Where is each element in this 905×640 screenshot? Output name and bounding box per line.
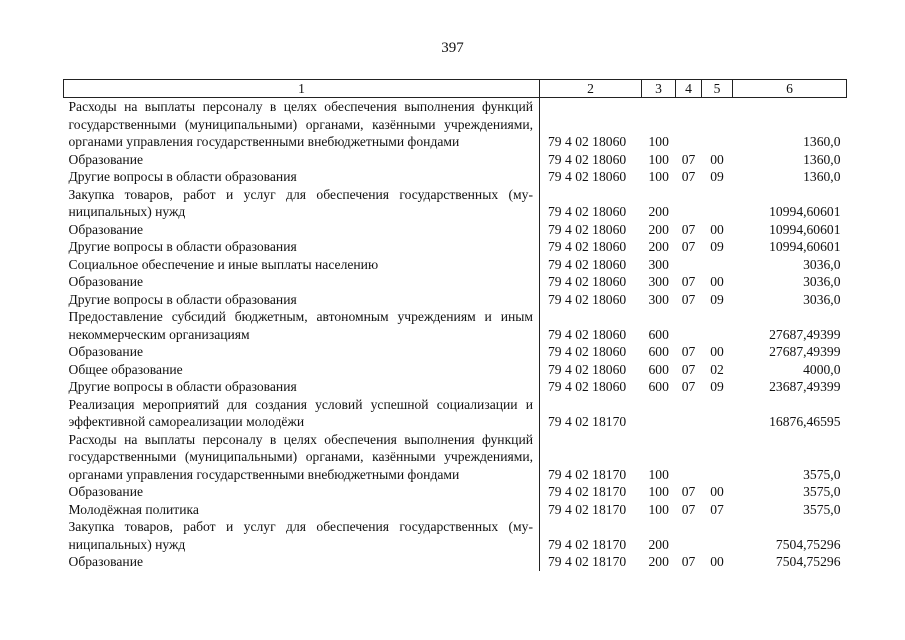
row-code: 79 4 02 18170 bbox=[548, 484, 627, 499]
row-rz bbox=[676, 431, 702, 484]
row-vr bbox=[642, 396, 676, 431]
row-pr bbox=[702, 308, 733, 343]
table-row bbox=[64, 238, 847, 256]
row-pr bbox=[702, 186, 733, 221]
row-pr: 09 bbox=[710, 291, 724, 307]
row-sum: 1360,0 bbox=[803, 134, 841, 149]
row-rz: 07 bbox=[681, 361, 696, 377]
table-row bbox=[64, 553, 847, 571]
row-vr: 200 bbox=[648, 239, 669, 254]
table-row bbox=[64, 483, 847, 501]
row-pr: 09 bbox=[710, 379, 724, 394]
header-cell: 1 bbox=[64, 80, 540, 98]
row-pr: 00 bbox=[710, 344, 724, 359]
row-name: Другие вопросы в области образования bbox=[64, 378, 540, 396]
row-sum: 7504,75296 bbox=[775, 554, 841, 569]
header-cell: 5 bbox=[702, 80, 733, 98]
row-pr: 02 bbox=[710, 361, 724, 377]
row-pr: 07 bbox=[710, 501, 724, 517]
row-code: 79 4 02 18060 bbox=[548, 379, 627, 394]
row-name: Образование bbox=[64, 483, 540, 501]
row-vr: 300 bbox=[648, 274, 669, 289]
row-sum: 1360,0 bbox=[803, 151, 841, 167]
table-row bbox=[64, 431, 847, 484]
table-row bbox=[64, 273, 847, 291]
table-row bbox=[64, 501, 847, 519]
row-code: 79 4 02 18060 bbox=[548, 326, 627, 342]
row-code: 79 4 02 18170 bbox=[548, 554, 627, 569]
row-pr bbox=[702, 256, 733, 274]
row-rz bbox=[676, 518, 702, 553]
row-vr: 300 bbox=[648, 256, 669, 272]
row-code: 79 4 02 18060 bbox=[548, 134, 627, 149]
row-vr: 100 bbox=[648, 151, 669, 167]
row-code: 79 4 02 18060 bbox=[548, 291, 627, 307]
row-code: 79 4 02 18060 bbox=[548, 274, 627, 289]
row-name: Другие вопросы в области образования bbox=[64, 238, 540, 256]
row-rz bbox=[676, 98, 702, 151]
row-code: 79 4 02 18060 bbox=[548, 344, 627, 359]
row-sum: 3575,0 bbox=[803, 466, 841, 482]
table-row bbox=[64, 518, 847, 553]
row-code: 79 4 02 18060 bbox=[548, 151, 627, 167]
row-sum: 1360,0 bbox=[803, 169, 841, 184]
row-rz: 07 bbox=[681, 221, 696, 237]
row-name: Образование bbox=[64, 273, 540, 291]
budget-table bbox=[63, 79, 847, 571]
row-name: Молодёжная политика bbox=[64, 501, 540, 519]
header-row bbox=[64, 80, 847, 98]
row-pr: 09 bbox=[710, 169, 724, 184]
row-sum: 3036,0 bbox=[803, 274, 841, 289]
row-name: Реализация мероприятий для создания условий успешной социализации и эффективной самореализации молодёжи bbox=[64, 396, 540, 431]
row-name: Социальное обеспечение и иные выплаты населению bbox=[64, 256, 540, 274]
table-row bbox=[64, 343, 847, 361]
row-vr: 200 bbox=[648, 221, 669, 237]
row-pr bbox=[702, 431, 733, 484]
row-sum: 27687,49399 bbox=[769, 344, 841, 359]
header-cell: 4 bbox=[676, 80, 702, 98]
table-row bbox=[64, 221, 847, 239]
row-name: Другие вопросы в области образования bbox=[64, 168, 540, 186]
row-sum: 7504,75296 bbox=[775, 536, 841, 552]
row-code: 79 4 02 18170 bbox=[548, 536, 627, 552]
row-sum: 3036,0 bbox=[803, 256, 841, 272]
row-pr bbox=[702, 396, 733, 431]
row-rz: 07 bbox=[681, 484, 696, 499]
row-pr: 09 bbox=[710, 239, 724, 254]
row-vr: 100 bbox=[648, 169, 669, 184]
row-name: Образование bbox=[64, 343, 540, 361]
row-name: Расходы на выплаты персоналу в целях обеспечения выполнения функций государственными (муниципальными) органами, казёнными учреждениями, органами управления государственными внебюджетными фондами bbox=[64, 431, 540, 484]
row-code: 79 4 02 18060 bbox=[548, 361, 627, 377]
row-code: 79 4 02 18170 bbox=[548, 466, 627, 482]
row-pr bbox=[702, 518, 733, 553]
header-cell: 3 bbox=[642, 80, 676, 98]
row-rz: 07 bbox=[681, 274, 696, 289]
row-name: Предоставление субсидий бюджетным, автономным учреждениям и иным некоммерческим организациям bbox=[64, 308, 540, 343]
row-rz: 07 bbox=[681, 151, 696, 167]
row-sum: 10994,60601 bbox=[769, 221, 841, 237]
row-rz bbox=[676, 186, 702, 221]
row-pr bbox=[702, 98, 733, 151]
row-name: Образование bbox=[64, 553, 540, 571]
row-rz: 07 bbox=[681, 344, 696, 359]
row-pr: 00 bbox=[710, 554, 724, 569]
row-pr: 00 bbox=[710, 221, 724, 237]
row-sum: 4000,0 bbox=[803, 361, 841, 377]
row-rz bbox=[676, 308, 702, 343]
row-sum: 23687,49399 bbox=[769, 379, 841, 394]
table-row bbox=[64, 256, 847, 274]
row-rz: 07 bbox=[681, 501, 696, 517]
row-code: 79 4 02 18060 bbox=[548, 169, 627, 184]
row-sum: 3036,0 bbox=[803, 291, 841, 307]
row-vr: 300 bbox=[648, 291, 669, 307]
row-sum: 3575,0 bbox=[803, 501, 841, 517]
row-rz: 07 bbox=[681, 291, 696, 307]
row-vr: 600 bbox=[648, 344, 669, 359]
row-vr: 100 bbox=[648, 466, 669, 482]
row-rz: 07 bbox=[681, 169, 696, 184]
row-sum: 10994,60601 bbox=[769, 239, 841, 254]
header-cell: 6 bbox=[733, 80, 847, 98]
row-pr: 00 bbox=[710, 274, 724, 289]
row-vr: 100 bbox=[648, 484, 669, 499]
table-row bbox=[64, 291, 847, 309]
header-cell: 2 bbox=[540, 80, 642, 98]
row-name: Образование bbox=[64, 151, 540, 169]
table-row bbox=[64, 396, 847, 431]
row-rz: 07 bbox=[681, 554, 696, 569]
row-vr: 100 bbox=[648, 134, 669, 149]
table-row bbox=[64, 151, 847, 169]
row-code: 79 4 02 18060 bbox=[548, 204, 627, 219]
row-sum: 10994,60601 bbox=[769, 204, 841, 219]
table-row bbox=[64, 361, 847, 379]
row-name: Образование bbox=[64, 221, 540, 239]
row-pr: 00 bbox=[710, 484, 724, 499]
row-vr: 100 bbox=[648, 501, 669, 517]
table-row bbox=[64, 378, 847, 396]
row-rz: 07 bbox=[681, 239, 696, 254]
table-row bbox=[64, 308, 847, 343]
row-name: Общее образование bbox=[64, 361, 540, 379]
row-rz bbox=[676, 256, 702, 274]
row-code: 79 4 02 18060 bbox=[548, 239, 627, 254]
table-body bbox=[64, 98, 847, 571]
page-number: 397 bbox=[441, 40, 464, 56]
row-vr: 600 bbox=[648, 361, 669, 377]
table-row bbox=[64, 168, 847, 186]
row-name: Другие вопросы в области образования bbox=[64, 291, 540, 309]
row-name: Закупка товаров, работ и услуг для обеспечения государственных (муниципальных) нужд bbox=[64, 518, 540, 553]
row-vr: 200 bbox=[648, 554, 669, 569]
row-pr: 00 bbox=[710, 151, 724, 167]
row-code: 79 4 02 18060 bbox=[548, 221, 627, 237]
row-code: 79 4 02 18170 bbox=[548, 414, 627, 429]
row-sum: 16876,46595 bbox=[769, 414, 841, 429]
table-row bbox=[64, 186, 847, 221]
table-row bbox=[64, 98, 847, 151]
row-rz: 07 bbox=[681, 379, 696, 394]
row-vr: 600 bbox=[648, 326, 669, 342]
row-name: Расходы на выплаты персоналу в целях обеспечения выполнения функций государственными (муниципальными) органами, казёнными учреждениями, органами управления государственными внебюджетными фондами bbox=[64, 98, 540, 151]
row-sum: 3575,0 bbox=[803, 484, 841, 499]
row-sum: 27687,49399 bbox=[769, 326, 841, 342]
row-rz bbox=[676, 396, 702, 431]
row-vr: 200 bbox=[648, 536, 669, 552]
row-vr: 600 bbox=[648, 379, 669, 394]
row-name: Закупка товаров, работ и услуг для обеспечения государственных (муниципальных) нужд bbox=[64, 186, 540, 221]
row-code: 79 4 02 18170 bbox=[548, 501, 627, 517]
row-vr: 200 bbox=[648, 204, 669, 219]
row-code: 79 4 02 18060 bbox=[548, 256, 627, 272]
